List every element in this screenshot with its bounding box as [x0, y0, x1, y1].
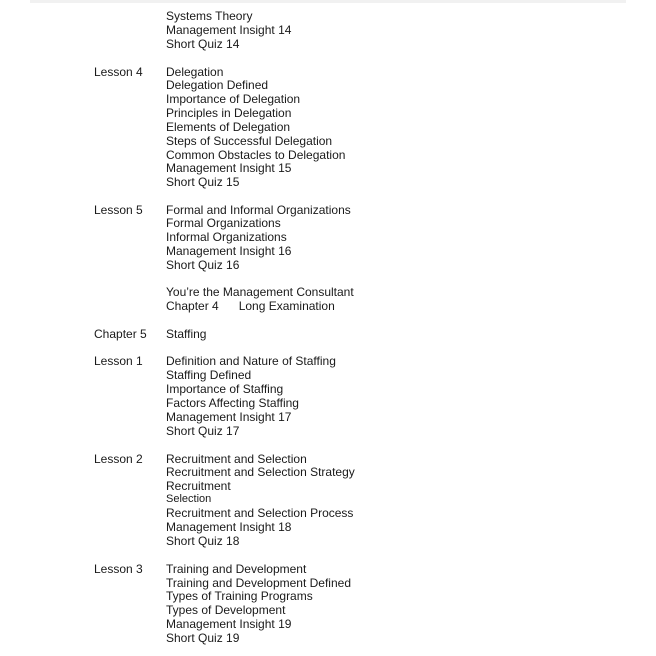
toc-item: Importance of Staffing — [166, 382, 284, 396]
toc-item: Common Obstacles to Delegation — [166, 148, 346, 162]
toc-item: Recruitment and Selection Process — [166, 506, 354, 520]
toc-row — [0, 285, 656, 299]
toc-row — [0, 562, 656, 576]
toc-row — [0, 452, 656, 466]
toc-row — [0, 382, 656, 396]
toc-row — [0, 492, 656, 506]
toc-row — [0, 120, 656, 134]
toc-row — [0, 354, 656, 368]
toc-row — [0, 589, 656, 603]
toc-row — [0, 631, 656, 645]
toc-item: Management Insight 15 — [166, 161, 292, 175]
toc-item: Short Quiz 19 — [166, 631, 240, 645]
toc-item: Steps of Successful Delegation — [166, 134, 333, 148]
toc-row — [0, 244, 656, 258]
toc-item: Short Quiz 17 — [166, 424, 240, 438]
toc-row — [0, 479, 656, 493]
toc-item: Management Insight 14 — [166, 23, 292, 37]
toc-row — [0, 506, 656, 520]
lesson-title: Training and Development — [166, 562, 307, 576]
chapter-exam-line — [166, 299, 335, 313]
toc-row — [0, 520, 656, 534]
toc-item: Management Insight 16 — [166, 244, 292, 258]
toc-item: Factors Affecting Staffing — [166, 396, 299, 410]
toc-item: Systems Theory — [166, 9, 253, 23]
toc-item: Short Quiz 18 — [166, 534, 240, 548]
toc-row — [0, 92, 656, 106]
toc-item: Training and Development Defined — [166, 576, 351, 590]
toc-row — [0, 37, 656, 51]
chapter-title: Staffing — [166, 327, 207, 341]
toc-row — [0, 65, 656, 79]
toc-row — [0, 368, 656, 382]
lesson-label: Lesson 2 — [94, 452, 143, 466]
toc-item: Short Quiz 14 — [166, 37, 240, 51]
toc-row — [0, 161, 656, 175]
lesson-title: Delegation — [166, 65, 224, 79]
toc-row — [0, 396, 656, 410]
chapter-exam-title: Long Examination — [238, 299, 335, 313]
toc-item: Types of Training Programs — [166, 589, 313, 603]
page-top-edge — [30, 0, 626, 3]
toc-row — [0, 617, 656, 631]
lesson-label: Lesson 1 — [94, 354, 143, 368]
toc-item: Management Insight 19 — [166, 617, 292, 631]
toc-row — [0, 78, 656, 92]
chapter-label: Chapter 5 — [94, 327, 147, 341]
toc-item: Elements of Delegation — [166, 120, 291, 134]
toc-row — [0, 603, 656, 617]
toc-item: Types of Development — [166, 603, 286, 617]
toc-row — [0, 258, 656, 272]
lesson-title: Recruitment and Selection — [166, 452, 307, 466]
toc-row — [0, 327, 656, 341]
toc-row — [0, 410, 656, 424]
toc-row — [0, 465, 656, 479]
toc-row — [0, 203, 656, 217]
toc-row — [0, 216, 656, 230]
toc-item: Short Quiz 16 — [166, 258, 240, 272]
lesson-label: Lesson 5 — [94, 203, 143, 217]
toc-row — [0, 148, 656, 162]
toc-row — [0, 23, 656, 37]
toc-row — [0, 299, 656, 313]
chapter-exam-chapter: Chapter 4 — [166, 299, 219, 313]
toc-row — [0, 230, 656, 244]
toc-item: Management Insight 18 — [166, 520, 292, 534]
toc-row — [0, 175, 656, 189]
toc-item: Recruitment and Selection Strategy — [166, 465, 355, 479]
toc-row — [0, 534, 656, 548]
lesson-label: Lesson 4 — [94, 65, 143, 79]
toc-row — [0, 134, 656, 148]
toc-item: Short Quiz 15 — [166, 175, 240, 189]
toc-item: Formal Organizations — [166, 216, 281, 230]
toc-item: Management Insight 17 — [166, 410, 292, 424]
toc-item: Selection — [166, 493, 212, 505]
toc-row — [0, 576, 656, 590]
toc-item: Delegation Defined — [166, 78, 269, 92]
toc-row — [0, 106, 656, 120]
toc-item: Recruitment — [166, 479, 231, 493]
toc-item: You’re the Management Consultant — [166, 285, 354, 299]
toc-item: Staffing Defined — [166, 368, 252, 382]
toc-item: Informal Organizations — [166, 230, 287, 244]
lesson-title: Formal and Informal Organizations — [166, 203, 351, 217]
toc-item: Principles in Delegation — [166, 106, 292, 120]
toc-item: Importance of Delegation — [166, 92, 301, 106]
toc-row — [0, 9, 656, 23]
lesson-title: Definition and Nature of Staffing — [166, 354, 336, 368]
lesson-label: Lesson 3 — [94, 562, 143, 576]
toc-row — [0, 424, 656, 438]
